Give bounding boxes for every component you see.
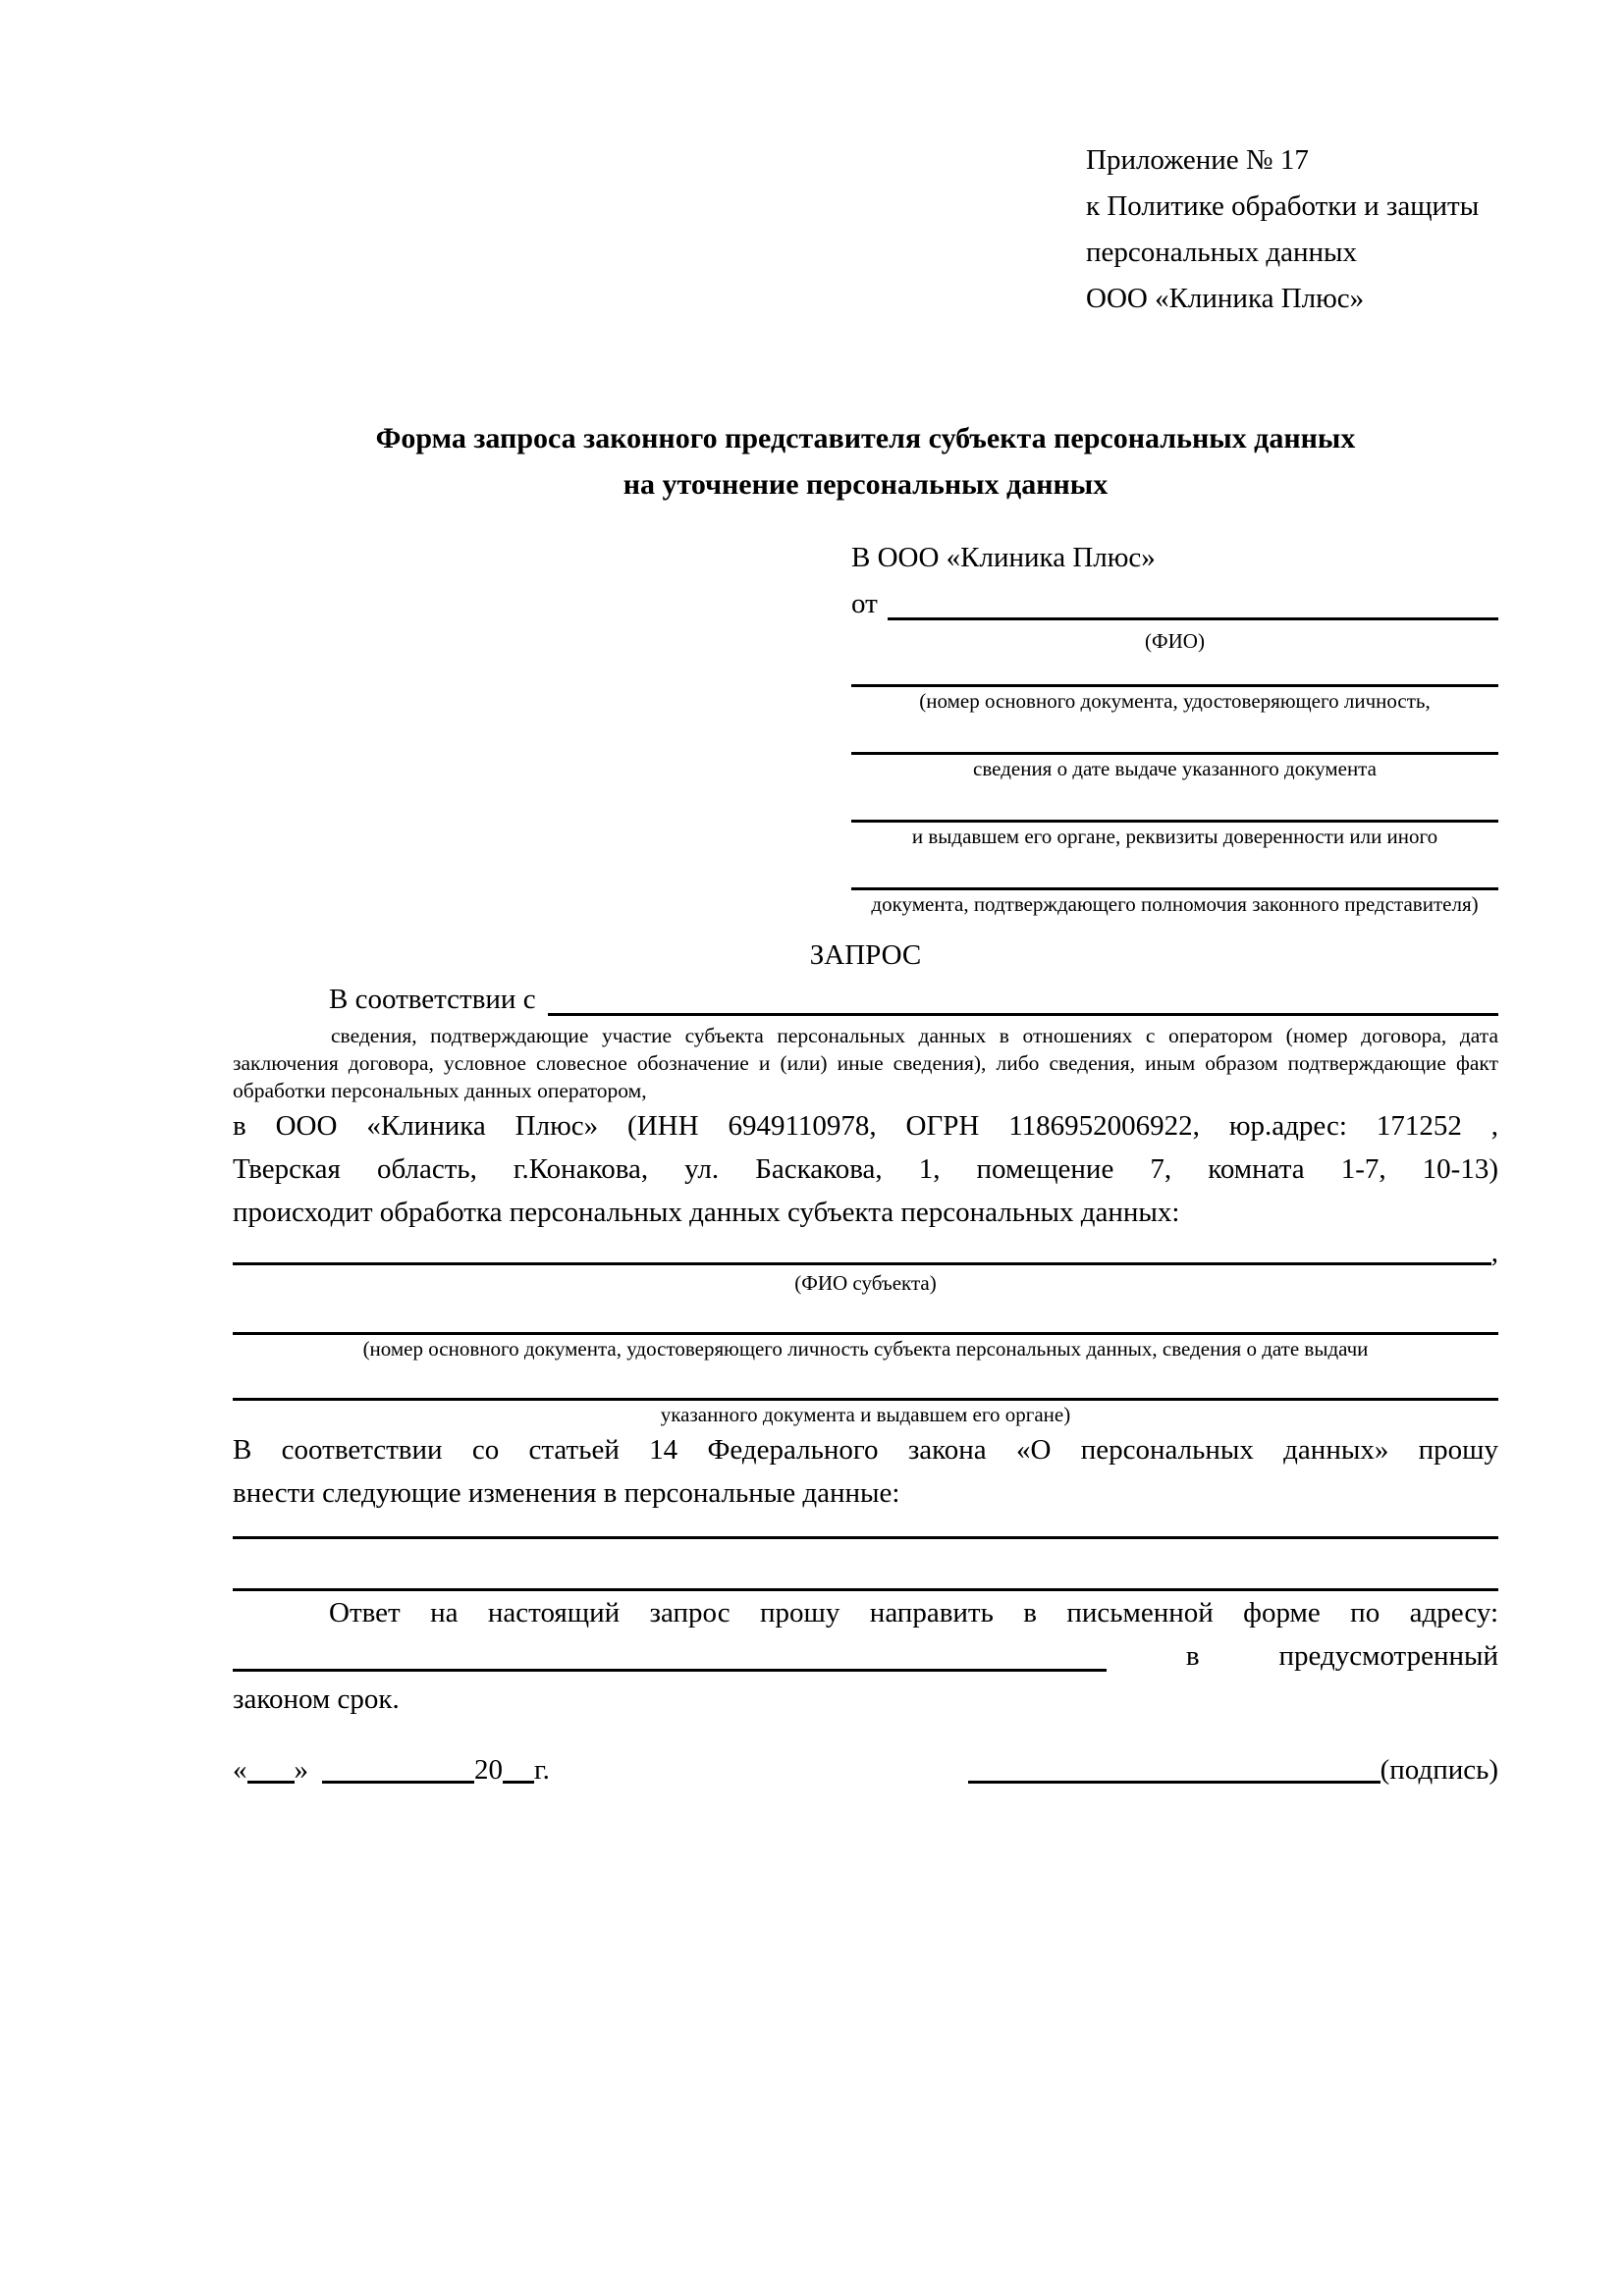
- answer-word-2: предусмотренный: [1278, 1640, 1498, 1672]
- addressee-block: [851, 535, 1498, 918]
- operator-line-1: в ООО «Клиника Плюс» (ИНН 6949110978, ОГРН 1186952006922, юр.адрес: 171252 ,: [233, 1110, 1498, 1142]
- form-title-line-1: Форма запроса законного представителя субъекта персональных данных: [375, 422, 1356, 454]
- statement-line-1: В соответствии со статьей 14 Федерального закона «О персональных данных» прошу: [233, 1434, 1498, 1466]
- from-label: от: [851, 588, 878, 619]
- appendix-header: [1086, 137, 1498, 322]
- subject-doc-caption-1: (номер основного документа, удостоверяющего личность субъекта персональных данных, сведения о дате выдачи: [362, 1337, 1369, 1361]
- appendix-org-line: ООО «Клиника Плюс»: [1086, 283, 1365, 314]
- operator-line-2: Тверская область, г.Конакова, ул. Баскакова, 1, помещение 7, комната 1-7, 10-13): [233, 1153, 1498, 1185]
- authority-doc-blank-line: [851, 850, 1498, 890]
- request-heading: ЗАПРОС: [809, 939, 922, 971]
- operator-line-3: происходит обработка персональных данных субъекта персональных данных:: [233, 1197, 1180, 1228]
- subject-doc-blank-line-2: [233, 1362, 1498, 1401]
- footnote-line-2: заключения договора, условное словесное обозначение и (или) иные сведения), либо сведения, иным образом подтверждающие факт: [233, 1051, 1498, 1075]
- issuer-caption: и выдавшем его органе, реквизиты доверенности или иного: [911, 825, 1438, 848]
- addressee-organization: В ООО «Клиника Плюс»: [851, 542, 1156, 573]
- date-quote-open: «: [233, 1754, 247, 1786]
- changes-blank-line-1: [233, 1515, 1498, 1539]
- doc-number-caption: (номер основного документа, удостоверяющего личность,: [919, 689, 1431, 713]
- representative-fio-blank-line: [888, 581, 1498, 620]
- basis-blank-line: [548, 978, 1498, 1016]
- intro-prefix: В соответствии с: [329, 984, 536, 1015]
- signature-field: [968, 1748, 1498, 1792]
- date-field: [233, 1748, 550, 1792]
- answer-line-1: Ответ на настоящий запрос прошу направить в письменной форме по адресу:: [329, 1597, 1498, 1629]
- subject-doc-blank-line-1: [233, 1297, 1498, 1335]
- form-title: [233, 415, 1498, 507]
- statement-line-2: внести следующие изменения в персональные данные:: [233, 1477, 900, 1509]
- date-year-suffix: г.: [534, 1754, 550, 1786]
- fio-caption: (ФИО): [1145, 629, 1205, 653]
- intro-line: [233, 978, 1498, 1022]
- date-year-blank: [503, 1780, 534, 1784]
- date-quote-close: »: [294, 1754, 308, 1786]
- issue-date-caption: сведения о дате выдаче указанного документа: [973, 757, 1377, 780]
- subject-fio-caption: (ФИО субъекта): [794, 1271, 937, 1295]
- issuer-blank-line: [851, 782, 1498, 823]
- doc-number-blank-line: [851, 655, 1498, 687]
- signature-blank-line: [968, 1780, 1380, 1784]
- date-month-blank: [322, 1780, 474, 1784]
- changes-blank-line-2: [233, 1539, 1498, 1591]
- date-day-blank: [247, 1780, 295, 1784]
- footnote-line-1: сведения, подтверждающие участие субъекта персональных данных в отношениях с оператором (номер договора, дата: [331, 1024, 1498, 1047]
- subject-fio-line: [233, 1234, 1498, 1269]
- subject-fio-comma: ,: [1490, 1237, 1498, 1268]
- appendix-number-line: Приложение № 17: [1086, 144, 1309, 176]
- answer-address-blank-line: [233, 1634, 1107, 1672]
- appendix-policy-line-2: персональных данных: [1086, 237, 1358, 268]
- issue-date-blank-line: [851, 715, 1498, 755]
- authority-doc-caption: документа, подтверждающего полномочия законного представителя): [871, 892, 1479, 916]
- footnote-line-3: обработки персональных данных оператором,: [233, 1079, 647, 1102]
- subject-doc-caption-2: указанного документа и выдавшем его органе): [660, 1403, 1071, 1426]
- subject-fio-blank-line: [233, 1262, 1491, 1265]
- answer-address-line: [233, 1634, 1498, 1678]
- answer-line-3: законом срок.: [233, 1683, 400, 1715]
- signature-caption: (подпись): [1380, 1754, 1498, 1786]
- from-line: [851, 581, 1498, 627]
- form-title-line-2: на уточнение персональных данных: [623, 468, 1109, 501]
- appendix-policy-line: к Политике обработки и защиты: [1086, 190, 1480, 222]
- answer-word-1: в: [1185, 1640, 1200, 1672]
- date-signature-row: [233, 1748, 1498, 1792]
- date-year-prefix: 20: [474, 1754, 503, 1786]
